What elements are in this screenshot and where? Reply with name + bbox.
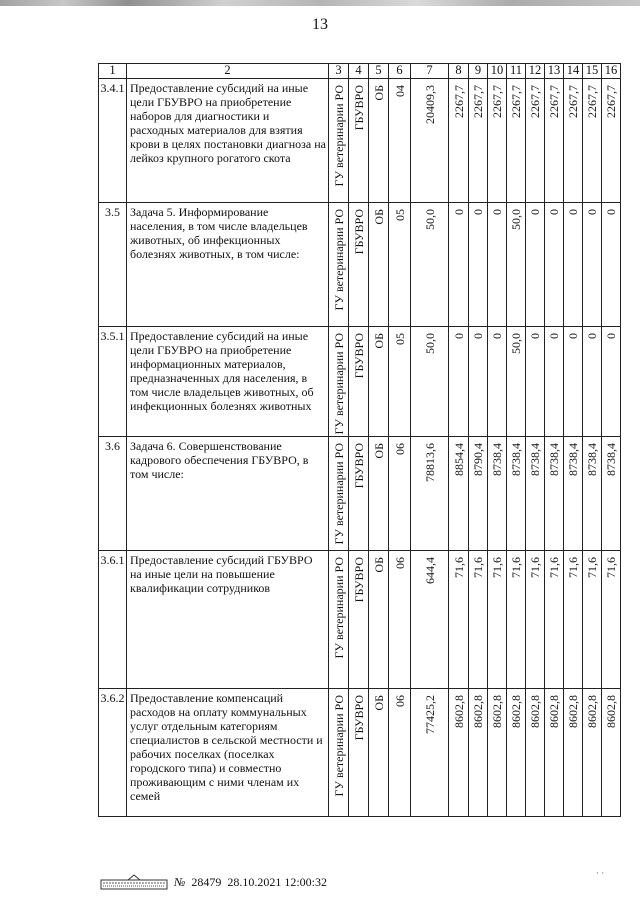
- year-value-cell: [469, 551, 488, 689]
- budget-source-cell: [369, 689, 389, 817]
- year-value-cell: [526, 327, 545, 437]
- year-value-cell: [449, 79, 469, 203]
- year-value-cell-text: 8738,4: [585, 443, 599, 476]
- total-cell-text: 77425,2: [422, 695, 437, 734]
- year-value-cell: [583, 203, 602, 327]
- code-cell-text: 06: [392, 695, 407, 707]
- row-number: 3.4.1: [99, 79, 127, 203]
- registry-stamp-icon: [100, 874, 168, 890]
- total-cell: [411, 437, 449, 551]
- total-cell-text: 78813,6: [422, 443, 437, 482]
- year-value-cell: [526, 79, 545, 203]
- year-value-cell-text: 71,6: [490, 557, 504, 578]
- year-value-cell: [564, 79, 583, 203]
- recipient-cell: [349, 689, 369, 817]
- year-value-cell-text: 8738,4: [490, 443, 504, 476]
- executor-cell: [329, 689, 349, 817]
- year-value-cell: [526, 203, 545, 327]
- year-value-cell-text: 0: [490, 333, 504, 339]
- table-row: [99, 327, 621, 437]
- year-value-cell: [602, 79, 621, 203]
- executor-cell: [329, 551, 349, 689]
- year-value-cell-text: 8790,4: [471, 443, 485, 476]
- row-description: Предоставление субсидий на иные цели ГБУВРО на приобретение информационных материалов, предназначенных для населения, в том числе владельцев животных, об инфекционных болезнях животных: [127, 327, 329, 437]
- total-cell: [411, 79, 449, 203]
- header-cell: 7: [411, 64, 449, 79]
- row-number: 3.6: [99, 437, 127, 551]
- year-value-cell-text: 8602,8: [585, 695, 599, 728]
- code-cell: [389, 327, 411, 437]
- row-description: Предоставление компенсаций расходов на оплату коммунальных услуг отдельным категориям специалистов в сельской местности и рабочих поселках (поселках городского типа) и совместно проживающим с ними членам их семей: [127, 689, 329, 817]
- year-value-cell: [449, 551, 469, 689]
- year-value-cell: [488, 327, 507, 437]
- year-value-cell: [526, 551, 545, 689]
- row-number: 3.6.1: [99, 551, 127, 689]
- year-value-cell-text: 2267,7: [566, 85, 580, 118]
- doc-number-symbol: №: [174, 874, 186, 889]
- header-cell: 11: [507, 64, 526, 79]
- executor-cell-text: ГУ ветеринарии РО: [331, 443, 346, 545]
- year-value-cell: [449, 437, 469, 551]
- year-value-cell: [469, 203, 488, 327]
- year-value-cell: [507, 203, 526, 327]
- year-value-cell-text: 2267,7: [528, 85, 542, 118]
- year-value-cell-text: 0: [471, 333, 485, 339]
- year-value-cell-text: 8602,8: [547, 695, 561, 728]
- year-value-cell-text: 0: [585, 333, 599, 339]
- year-value-cell: [564, 551, 583, 689]
- header-cell: 5: [369, 64, 389, 79]
- year-value-cell: [602, 551, 621, 689]
- doc-datetime: 28.10.2021 12:00:32: [227, 874, 327, 889]
- year-value-cell: [507, 551, 526, 689]
- year-value-cell-text: 71,6: [509, 557, 523, 578]
- recipient-cell: [349, 203, 369, 327]
- recipient-cell-text: ГБУВРО: [351, 333, 366, 379]
- scan-edge-artifact: [0, 0, 640, 6]
- recipient-cell: [349, 327, 369, 437]
- year-value-cell: [469, 79, 488, 203]
- year-value-cell: [583, 437, 602, 551]
- executor-cell-text: ГУ ветеринарии РО: [331, 695, 346, 797]
- code-cell: [389, 437, 411, 551]
- year-value-cell: [602, 689, 621, 817]
- year-value-cell-text: 2267,7: [490, 85, 504, 118]
- year-value-cell: [583, 551, 602, 689]
- year-value-cell-text: 8854,4: [451, 443, 466, 476]
- year-value-cell: [564, 689, 583, 817]
- year-value-cell: [545, 327, 564, 437]
- year-value-cell: [602, 437, 621, 551]
- program-table: [98, 63, 621, 817]
- year-value-cell: [488, 551, 507, 689]
- year-value-cell: [488, 689, 507, 817]
- year-value-cell-text: 2267,7: [451, 85, 466, 118]
- header-cell: 10: [488, 64, 507, 79]
- header-cell: 9: [469, 64, 488, 79]
- table-row: [99, 203, 621, 327]
- row-description: Предоставление субсидий ГБУВРО на иные цели на повышение квалификации сотрудников: [127, 551, 329, 689]
- budget-source-cell: [369, 327, 389, 437]
- year-value-cell: [526, 689, 545, 817]
- year-value-cell-text: 0: [451, 209, 466, 215]
- year-value-cell-text: 71,6: [566, 557, 580, 578]
- budget-source-cell: [369, 203, 389, 327]
- executor-cell-text: ГУ ветеринарии РО: [331, 209, 346, 311]
- year-value-cell: [469, 437, 488, 551]
- year-value-cell-text: 2267,7: [471, 85, 485, 118]
- year-value-cell-text: 0: [566, 333, 580, 339]
- year-value-cell: [602, 203, 621, 327]
- row-number: 3.6.2: [99, 689, 127, 817]
- budget-source-cell-text: ОБ: [371, 85, 386, 101]
- table-row: [99, 551, 621, 689]
- header-cell: 1: [99, 64, 127, 79]
- budget-source-cell: [369, 551, 389, 689]
- year-value-cell-text: 8738,4: [509, 443, 523, 476]
- year-value-cell: [507, 437, 526, 551]
- row-description: Предоставление субсидий на иные цели ГБУВРО на приобретение наборов для диагностики и расходных материалов для взятия крови в целях постановки диагноза на лейкоз крупного рогатого скота: [127, 79, 329, 203]
- year-value-cell: [602, 327, 621, 437]
- code-cell: [389, 203, 411, 327]
- year-value-cell: [488, 437, 507, 551]
- header-cell: 3: [329, 64, 349, 79]
- year-value-cell: [449, 689, 469, 817]
- total-cell-text: 644,4: [422, 557, 437, 584]
- year-value-cell: [469, 689, 488, 817]
- header-cell: 6: [389, 64, 411, 79]
- page-number: 13: [312, 16, 328, 33]
- year-value-cell: [583, 327, 602, 437]
- year-value-cell: [507, 79, 526, 203]
- code-cell: [389, 551, 411, 689]
- year-value-cell-text: 8602,8: [451, 695, 466, 728]
- year-value-cell-text: 8602,8: [471, 695, 485, 728]
- executor-cell: [329, 327, 349, 437]
- header-cell: 15: [583, 64, 602, 79]
- code-cell-text: 04: [392, 85, 407, 97]
- year-value-cell: [488, 203, 507, 327]
- executor-cell-text: ГУ ветеринарии РО: [331, 557, 346, 659]
- recipient-cell-text: ГБУВРО: [351, 695, 366, 741]
- year-value-cell: [545, 689, 564, 817]
- year-value-cell: [564, 437, 583, 551]
- code-cell-text: 05: [392, 333, 407, 345]
- year-value-cell: [583, 689, 602, 817]
- header-cell: 8: [449, 64, 469, 79]
- budget-source-cell-text: ОБ: [371, 333, 386, 349]
- year-value-cell: [545, 437, 564, 551]
- executor-cell-text: ГУ ветеринарии РО: [331, 333, 346, 435]
- recipient-cell-text: ГБУВРО: [351, 443, 366, 489]
- document-footer: [100, 872, 327, 892]
- year-value-cell-text: 71,6: [604, 557, 618, 578]
- executor-cell: [329, 79, 349, 203]
- code-cell-text: 06: [392, 557, 407, 569]
- scan-mark: · ·: [596, 868, 605, 878]
- header-cell: 12: [526, 64, 545, 79]
- table-row: [99, 79, 621, 203]
- year-value-cell-text: 71,6: [528, 557, 542, 578]
- year-value-cell: [488, 79, 507, 203]
- budget-source-cell-text: ОБ: [371, 443, 386, 459]
- table-row: [99, 437, 621, 551]
- year-value-cell-text: 50,0: [509, 209, 523, 230]
- year-value-cell: [583, 79, 602, 203]
- code-cell: [389, 689, 411, 817]
- year-value-cell: [564, 203, 583, 327]
- year-value-cell-text: 71,6: [547, 557, 561, 578]
- recipient-cell: [349, 79, 369, 203]
- year-value-cell: [526, 437, 545, 551]
- year-value-cell-text: 71,6: [585, 557, 599, 578]
- year-value-cell-text: 8738,4: [604, 443, 618, 476]
- recipient-cell-text: ГБУВРО: [351, 85, 366, 131]
- year-value-cell-text: 8602,8: [509, 695, 523, 728]
- total-cell: [411, 551, 449, 689]
- year-value-cell-text: 2267,7: [547, 85, 561, 118]
- year-value-cell: [449, 327, 469, 437]
- executor-cell: [329, 203, 349, 327]
- doc-number: 28479: [191, 874, 222, 889]
- year-value-cell: [545, 79, 564, 203]
- row-description: Задача 6. Совершенствование кадрового обеспечения ГБУВРО, в том числе:: [127, 437, 329, 551]
- row-description: Задача 5. Информирование населения, в том числе владельцев животных, об инфекционных болезнях животных, в том числе:: [127, 203, 329, 327]
- budget-source-cell-text: ОБ: [371, 209, 386, 225]
- year-value-cell-text: 2267,7: [604, 85, 618, 118]
- year-value-cell-text: 0: [566, 209, 580, 215]
- budget-source-cell: [369, 79, 389, 203]
- year-value-cell-text: 0: [528, 333, 542, 339]
- year-value-cell: [545, 203, 564, 327]
- year-value-cell-text: 8602,8: [604, 695, 618, 728]
- total-cell: [411, 689, 449, 817]
- year-value-cell: [469, 327, 488, 437]
- year-value-cell-text: 8738,4: [547, 443, 561, 476]
- year-value-cell-text: 8738,4: [528, 443, 542, 476]
- year-value-cell-text: 2267,7: [585, 85, 599, 118]
- recipient-cell: [349, 437, 369, 551]
- year-value-cell-text: 0: [547, 209, 561, 215]
- header-cell: 4: [349, 64, 369, 79]
- year-value-cell: [507, 689, 526, 817]
- year-value-cell-text: 0: [585, 209, 599, 215]
- total-cell: [411, 327, 449, 437]
- year-value-cell-text: 0: [451, 333, 466, 339]
- total-cell-text: 20409,3: [422, 85, 437, 124]
- executor-cell: [329, 437, 349, 551]
- recipient-cell-text: ГБУВРО: [351, 209, 366, 255]
- year-value-cell-text: 0: [471, 209, 485, 215]
- year-value-cell-text: 2267,7: [509, 85, 523, 118]
- executor-cell-text: ГУ ветеринарии РО: [331, 85, 346, 187]
- year-value-cell-text: 0: [490, 209, 504, 215]
- total-cell-text: 50,0: [422, 209, 437, 230]
- year-value-cell-text: 71,6: [451, 557, 466, 578]
- row-number: 3.5: [99, 203, 127, 327]
- budget-source-cell-text: ОБ: [371, 557, 386, 573]
- year-value-cell-text: 8738,4: [566, 443, 580, 476]
- year-value-cell-text: 0: [528, 209, 542, 215]
- budget-source-cell-text: ОБ: [371, 695, 386, 711]
- budget-source-cell: [369, 437, 389, 551]
- header-cell: 16: [602, 64, 621, 79]
- header-cell: 13: [545, 64, 564, 79]
- table-row: [99, 689, 621, 817]
- year-value-cell-text: 8602,8: [490, 695, 504, 728]
- year-value-cell-text: 71,6: [471, 557, 485, 578]
- header-cell: 14: [564, 64, 583, 79]
- recipient-cell-text: ГБУВРО: [351, 557, 366, 603]
- header-cell: 2: [127, 64, 329, 79]
- year-value-cell-text: 0: [547, 333, 561, 339]
- code-cell-text: 06: [392, 443, 407, 455]
- code-cell: [389, 79, 411, 203]
- year-value-cell: [545, 551, 564, 689]
- total-cell-text: 50,0: [422, 333, 437, 354]
- year-value-cell-text: 50,0: [509, 333, 523, 354]
- year-value-cell-text: 0: [604, 209, 618, 215]
- year-value-cell-text: 8602,8: [566, 695, 580, 728]
- year-value-cell: [507, 327, 526, 437]
- year-value-cell-text: 0: [604, 333, 618, 339]
- year-value-cell: [449, 203, 469, 327]
- header-row: [99, 64, 621, 79]
- year-value-cell-text: 8602,8: [528, 695, 542, 728]
- row-number: 3.5.1: [99, 327, 127, 437]
- recipient-cell: [349, 551, 369, 689]
- year-value-cell: [564, 327, 583, 437]
- total-cell: [411, 203, 449, 327]
- code-cell-text: 05: [392, 209, 407, 221]
